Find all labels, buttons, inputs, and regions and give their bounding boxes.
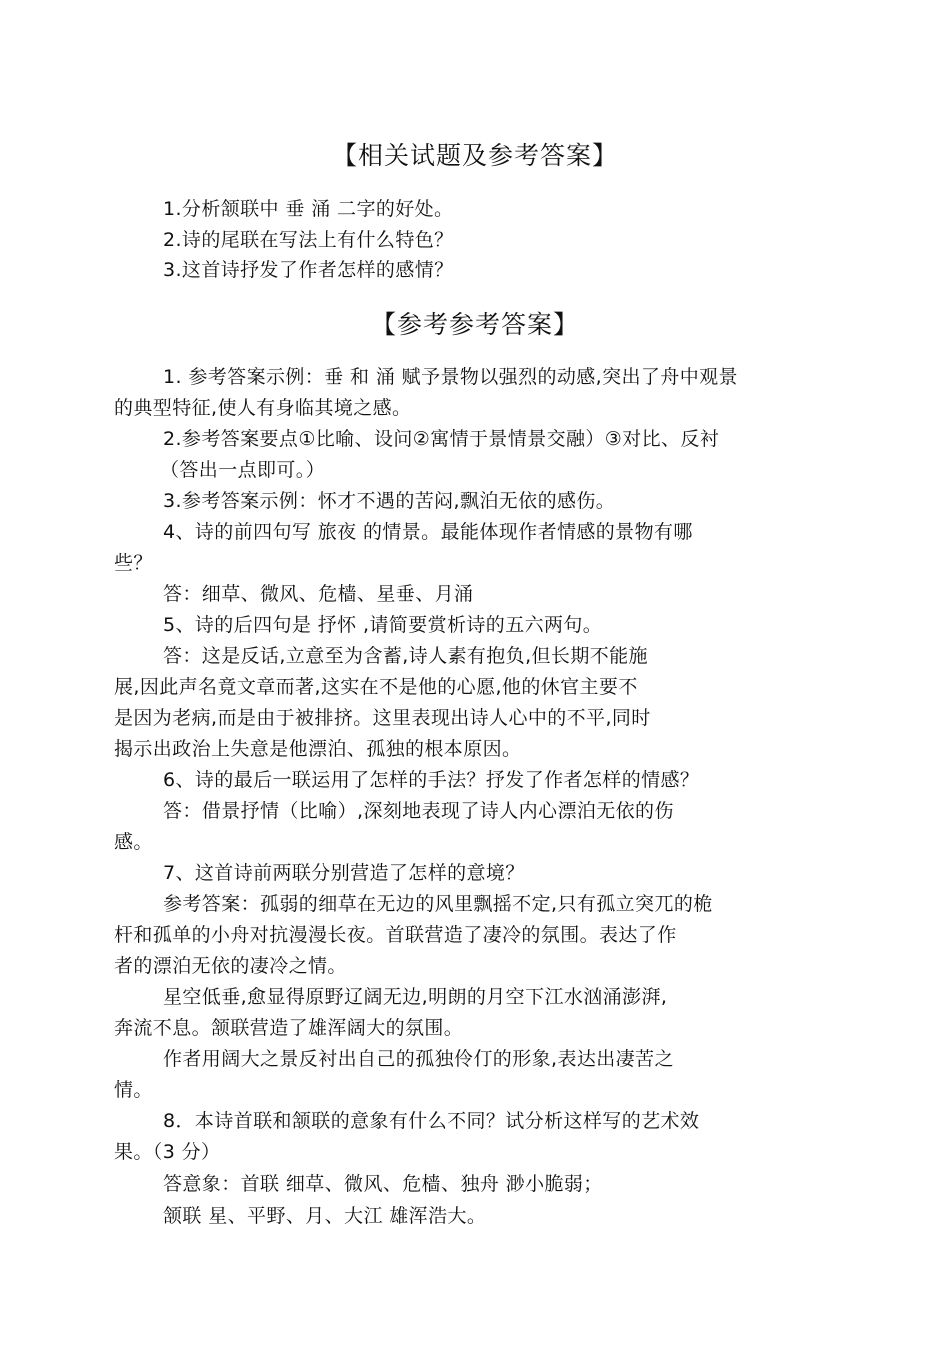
answer-line: 杆和孤单的小舟对抗漫漫长夜。首联营造了凄冷的氛围。表达了作 [114, 924, 677, 946]
section-title-answers: 【参考参考答案】 [370, 310, 579, 339]
answer-line: 果。（3 分） [114, 1141, 221, 1163]
answer-line: 2.参考答案要点①比喻、设问②寓情于景情景交融）③对比、反衬 [163, 428, 720, 450]
answer-line: 颔联 星、平野、月、大江 雄浑浩大。 [163, 1205, 487, 1227]
answer-line: 4、诗的前四句写 旅夜 的情景。最能体现作者情感的景物有哪 [163, 521, 693, 543]
answer-line: 参考答案：孤弱的细草在无边的风里飘摇不定,只有孤立突兀的桅 [163, 893, 713, 915]
answer-line: 5、诗的后四句是 抒怀 ,请简要赏析诗的五六两句。 [163, 614, 603, 636]
answer-line: 是因为老病,而是由于被排挤。这里表现出诗人心中的不平,同时 [114, 707, 651, 729]
answer-line: 3.参考答案示例：怀才不遇的苦闷,飘泊无依的感伤。 [163, 490, 616, 512]
question-1: 1.分析颔联中 垂 涌 二字的好处。 [163, 198, 454, 220]
answer-line: 8．本诗首联和颔联的意象有什么不同？试分析这样写的艺术效 [163, 1110, 700, 1132]
question-3: 3.这首诗抒发了作者怎样的感情？ [163, 259, 454, 281]
answer-line: 感。 [114, 831, 153, 853]
answer-line: 1. 参考答案示例：垂 和 涌 赋予景物以强烈的动感,突出了舟中观景 [163, 366, 738, 388]
section-title-questions: 【相关试题及参考答案】 [331, 141, 618, 170]
answer-line: 奔流不息。颔联营造了雄浑阔大的氛围。 [114, 1017, 464, 1039]
answer-line: 展,因此声名竟文章而著,这实在不是他的心愿,他的休官主要不 [114, 676, 638, 698]
answer-line: 答：借景抒情（比喻）,深刻地表现了诗人内心漂泊无依的伤 [163, 800, 674, 822]
answer-line: 些？ [114, 552, 153, 574]
answer-line: 6、诗的最后一联运用了怎样的手法？抒发了作者怎样的情感？ [163, 769, 700, 791]
answer-line: 星空低垂,愈显得原野辽阔无边,明朗的月空下江水汹涌澎湃, [163, 986, 668, 1008]
answer-line: 揭示出政治上失意是他漂泊、孤独的根本原因。 [114, 738, 522, 760]
answer-line: 7、这首诗前两联分别营造了怎样的意境？ [163, 862, 525, 884]
answer-line: 的典型特征,使人有身临其境之感。 [114, 397, 412, 419]
answer-line: 情。 [114, 1079, 153, 1101]
answer-line: 者的漂泊无依的凄冷之情。 [114, 955, 347, 977]
answer-line: 作者用阔大之景反衬出自己的孤独伶仃的形象,表达出凄苦之 [163, 1048, 674, 1070]
answer-line: 答：这是反话,立意至为含蓄,诗人素有抱负,但长期不能施 [163, 645, 648, 667]
answer-line: 答：细草、微风、危樯、星垂、月涌 [163, 583, 474, 605]
answer-line: 答意象：首联 细草、微风、危樯、独舟 渺小脆弱； [163, 1173, 603, 1195]
question-2: 2.诗的尾联在写法上有什么特色？ [163, 229, 454, 251]
answer-line: （答出一点即可。） [160, 459, 326, 481]
